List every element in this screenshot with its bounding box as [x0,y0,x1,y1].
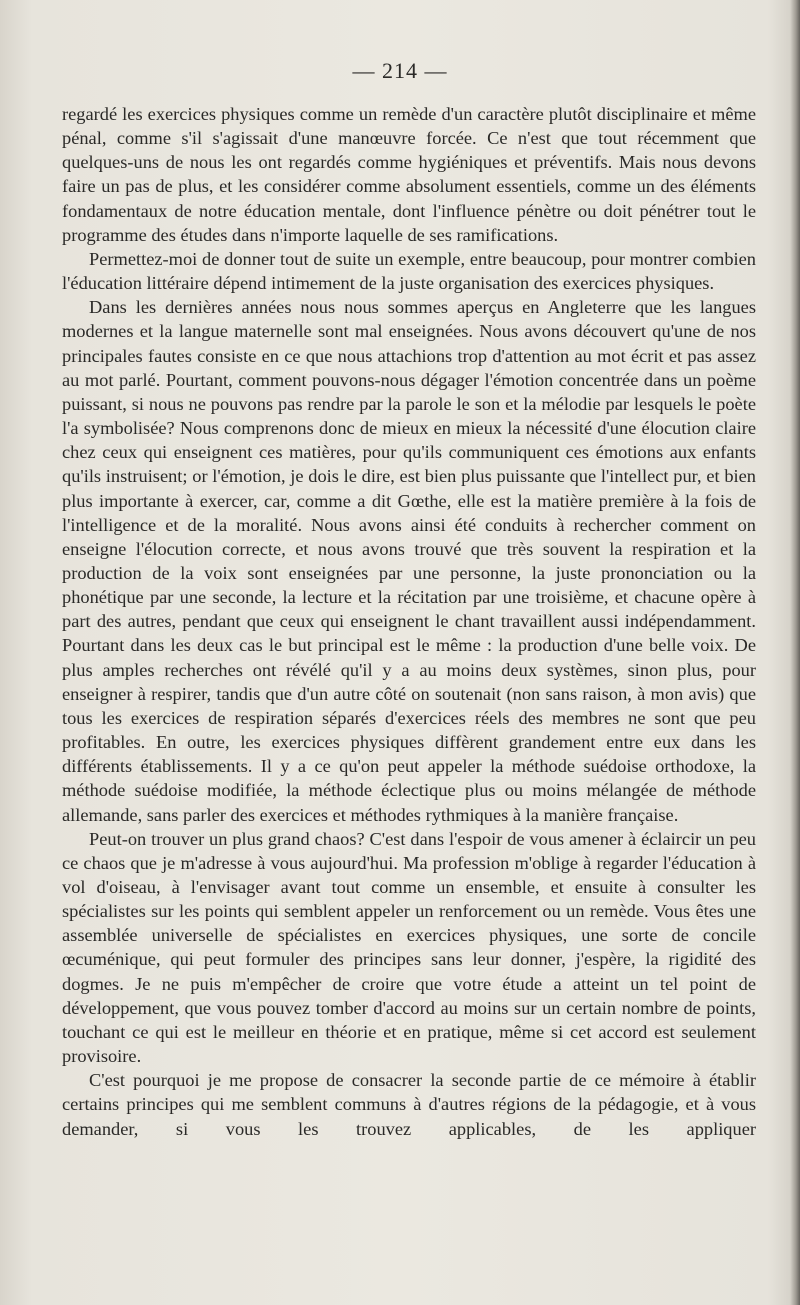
page-edge-shadow [790,0,800,1305]
page-number: — 214 — [352,58,448,83]
paragraph-3: Dans les dernières années nous nous sommes aperçus en Angleterre que les langues modernes et la langue maternelle sont mal enseignées. Nous avons découvert qu'une de nos principales fautes consiste en ce que nous attachions trop d'attention au mot écrit et pas assez au mot parlé. Pourtant, comment pouvons-nous dégager l'émotion concentrée dans un poème puissant, si nous ne pouvons pas rendre par la parole le son et la mélodie par lesquels le poète l'a symbolisée? Nous comprenons donc de mieux en mieux la nécessité d'une élocution claire chez ceux qui enseignent ces matières, pour qu'ils communiquent ces émotions aux enfants qu'ils instruisent; or l'émotion, je dois le dire, est bien plus puissante que l'intellect pur, et bien plus importante à exercer, car, comme a dit Gœthe, elle est la matière première à la fois de l'intelligence et de la moralité. Nous avons ainsi été conduits à rechercher comment on enseigne l'élocution correcte, et nous avons trouvé que très souvent la respiration et la production de la voix sont enseignées par une personne, la juste prononciation ou la phonétique par une seconde, la lecture et la récitation par une troisième, et chacune opère à part des autres, pendant que ceux qui enseignent le chant travaillent aussi indépendamment. Pourtant dans les deux cas le but principal est le même : la production d'une belle voix. De plus amples recherches ont révélé qu'il y a au moins deux systèmes, sinon plus, pour enseigner à respirer, tandis que d'un autre côté on soutenait (non sans raison, à mon avis) que tous les exercices de respiration séparés d'exercices réels des membres ne sont que peu profitables. En outre, les exercices physiques diffèrent grandement entre eux dans les différents établissements. Il y a ce qu'on peut appeler la méthode suédoise orthodoxe, la méthode suédoise modifiée, la méthode éclectique plus ou moins mélangée de méthode allemande, sans parler des exercices et méthodes rythmiques à la manière française. [62,297,756,825]
body-text [62,102,756,1141]
paragraph-5: C'est pourquoi je me propose de consacrer la seconde partie de ce mémoire à établir certains principes qui me semblent communs à d'autres régions de la pédagogie, et à vous demander, si vous les trouvez applicables, de les appliquer [62,1070,756,1139]
paragraph-1: regardé les exercices physiques comme un remède d'un caractère plutôt disciplinaire et même pénal, comme s'il s'agissait d'une manœuvre forcée. Ce n'est que tout récemment que quelques-uns de nous les ont regardés comme hygiéniques et préventifs. Mais nous devons faire un pas de plus, et les considérer comme absolument essentiels, comme un des éléments fondamentaux de notre éducation mentale, dont l'influence pénètre ou doit pénétrer tout le programme des études dans n'importe laquelle de ses ramifications. [62,104,756,245]
paragraph-4: Peut-on trouver un plus grand chaos? C'est dans l'espoir de vous amener à éclaircir un peu ce chaos que je m'adresse à vous aujourd'hui. Ma profession m'oblige à regarder l'éducation à vol d'oiseau, à l'envisager avant tout comme un ensemble, et ensuite à consulter les spécialistes sur les points qui semblent appeler un renforcement ou un remède. Vous êtes une assemblée universelle de spécialistes en exercices physiques, une sorte de concile œcuménique, qui peut formuler des principes sans leur donner, j'espère, la rigidité des dogmes. Je ne puis m'empêcher de croire que votre étude a atteint un tel point de développement, que vous pouvez tomber d'accord au moins sur un certain nombre de points, touchant ce qui est le meilleur en théorie et en pratique, même si cet accord est seulement provisoire. [62,828,756,1067]
paragraph-2: Permettez-moi de donner tout de suite un exemple, entre beaucoup, pour montrer combien l'éducation littéraire dépend intimement de la juste organisation des exercices physiques. [62,248,756,294]
